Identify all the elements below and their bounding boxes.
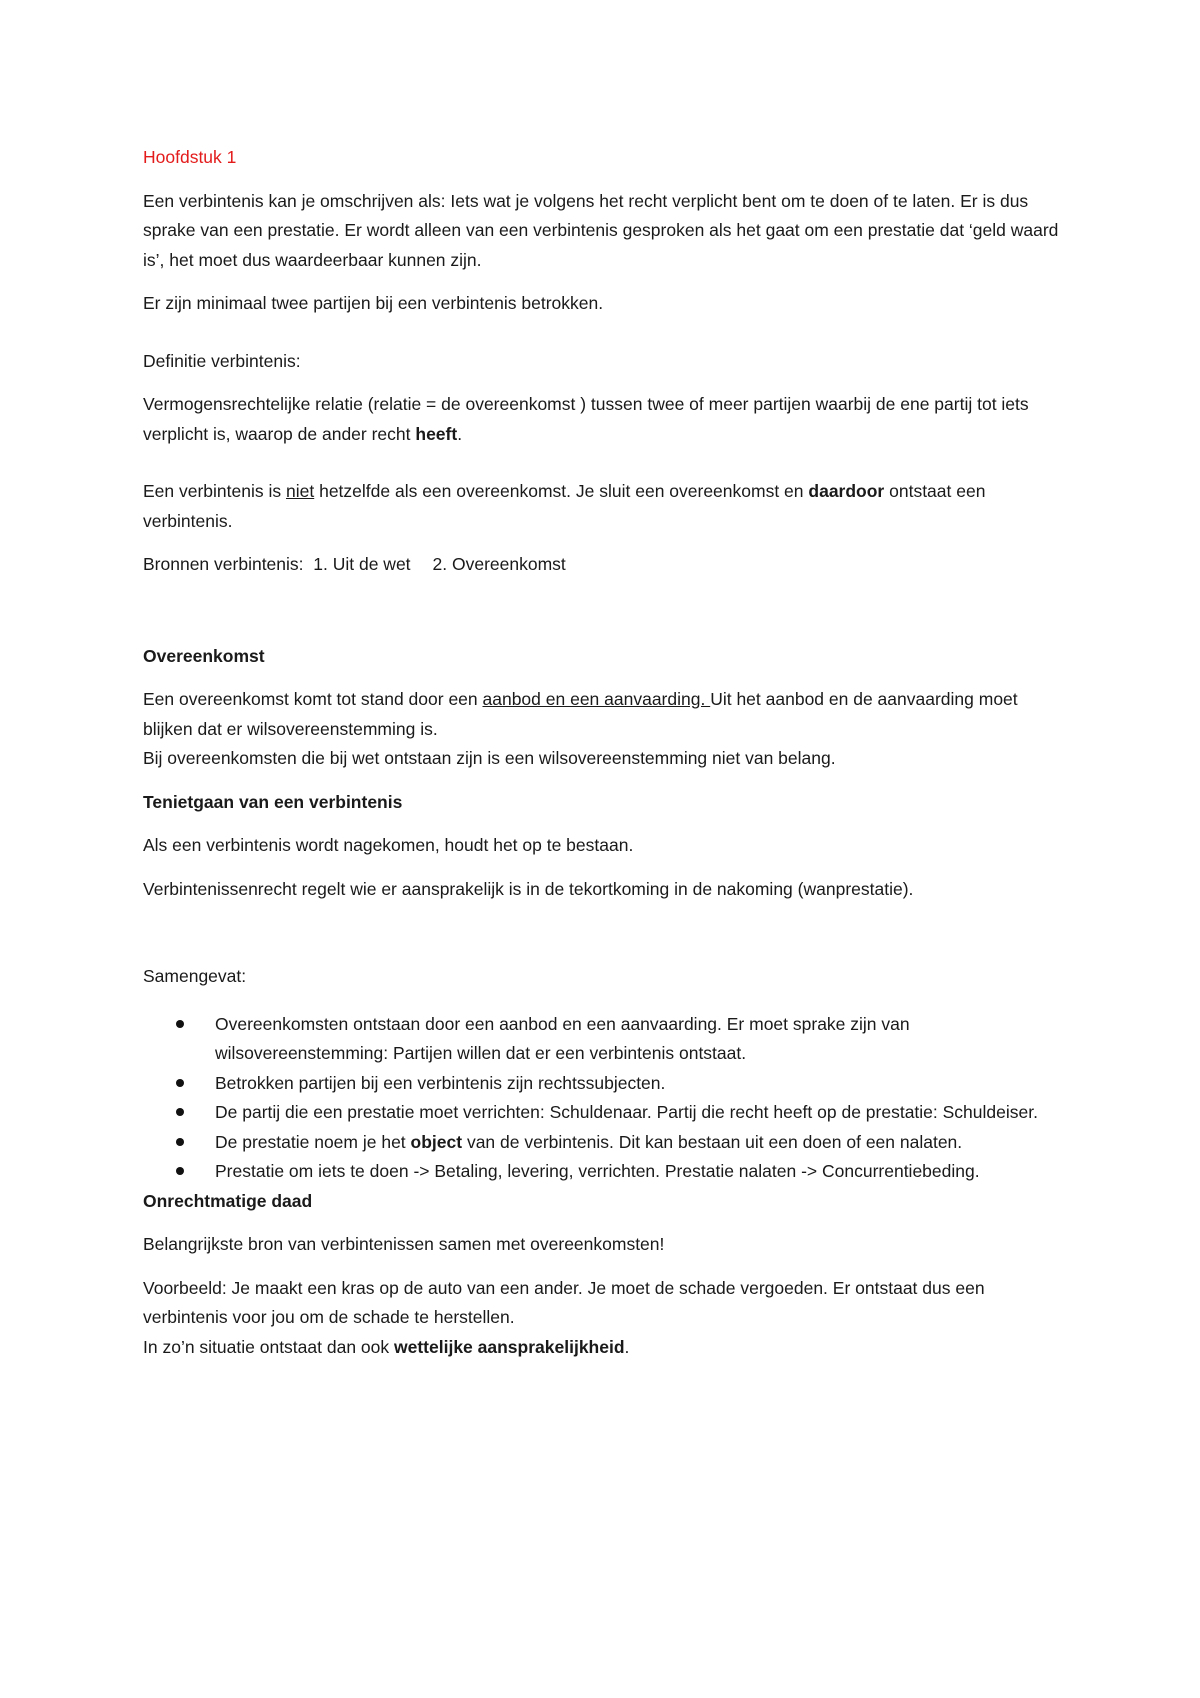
list-item: Prestatie om iets te doen -> Betaling, levering, verrichten. Prestatie nalaten -> Concurrentiebeding. — [215, 1157, 1063, 1187]
summary-label: Samengevat: — [143, 966, 247, 986]
definition-text: Vermogensrechtelijke relatie (relatie = de overeenkomst ) tussen twee of meer partijen waarbij de ene partij tot iets verplicht is, waarop de ander recht heeft. — [143, 394, 1029, 444]
section-heading-tenietgaan: Tenietgaan van een verbintenis — [143, 791, 403, 812]
document-page — [143, 143, 1063, 1362]
bullet-icon — [176, 1020, 184, 1028]
sources-line: Bronnen verbintenis: 1. Uit de wet 2. Overeenkomst — [143, 554, 566, 574]
list-item: De prestatie noem je het object van de verbintenis. Dit kan bestaan uit een doen of een nalaten. — [215, 1128, 1063, 1158]
tenietgaan-paragraph-1: Als een verbintenis wordt nagekomen, houdt het op te bestaan. — [143, 835, 634, 855]
bullet-icon — [176, 1079, 184, 1087]
intro-paragraph: Een verbintenis kan je omschrijven als: Iets wat je volgens het recht verplicht bent om te doen of te laten. Er is dus sprake van een prestatie. Er wordt alleen van een verbintenis gesproken als het gaat om een prestatie dat ‘geld waard is’, het moet dus waardeerbaar kunnen zijn. — [143, 190, 1059, 270]
list-item: De partij die een prestatie moet verrichten: Schuldenaar. Partij die recht heeft op de prestatie: Schuldeiser. — [215, 1098, 1063, 1128]
parties-paragraph: Er zijn minimaal twee partijen bij een verbintenis betrokken. — [143, 293, 604, 313]
not-same-paragraph: Een verbintenis is niet hetzelfde als een overeenkomst. Je sluit een overeenkomst en daardoor ontstaat een verbintenis. — [143, 481, 986, 531]
list-item: Overeenkomsten ontstaan door een aanbod en een aanvaarding. Er moet sprake zijn van wilsovereenstemming: Partijen willen dat er een verbintenis ontstaat. — [215, 1010, 1063, 1069]
onrechtmatig-paragraph-1: Belangrijkste bron van verbintenissen samen met overeenkomsten! — [143, 1234, 665, 1254]
onrechtmatig-paragraph-3: In zo’n situatie ontstaat dan ook wettelijke aansprakelijkheid. — [143, 1336, 630, 1357]
bullet-icon — [176, 1138, 184, 1146]
summary-list — [143, 1010, 1063, 1187]
overeenkomst-paragraph: Een overeenkomst komt tot stand door een aanbod en een aanvaarding. Uit het aanbod en de aanvaarding moet blijken dat er wilsovereenstemming is. — [143, 689, 1018, 739]
source-item-1: 1. Uit de wet — [313, 554, 411, 574]
bullet-icon — [176, 1108, 184, 1116]
section-heading-onrechtmatig: Onrechtmatige daad — [143, 1190, 313, 1211]
source-item-2: 2. Overeenkomst — [432, 554, 566, 574]
onrechtmatig-paragraph-2: Voorbeeld: Je maakt een kras op de auto van een ander. Je moet de schade vergoeden. Er ontstaat dus een verbintenis voor jou om de schade te herstellen. — [143, 1277, 985, 1327]
list-item: Betrokken partijen bij een verbintenis zijn rechtssubjecten. — [215, 1069, 1063, 1099]
chapter-title: Hoofdstuk 1 — [143, 147, 237, 167]
section-heading-overeenkomst: Overeenkomst — [143, 645, 265, 666]
underlined-niet: niet — [286, 481, 315, 501]
definition-label: Definitie verbintenis: — [143, 350, 301, 371]
overeenkomst-line2: Bij overeenkomsten die bij wet ontstaan zijn is een wilsovereenstemming niet van belang. — [143, 748, 836, 768]
tenietgaan-paragraph-2: Verbintenissenrecht regelt wie er aansprakelijk is in de tekortkoming in de nakoming (wanprestatie). — [143, 878, 914, 899]
bullet-icon — [176, 1167, 184, 1175]
